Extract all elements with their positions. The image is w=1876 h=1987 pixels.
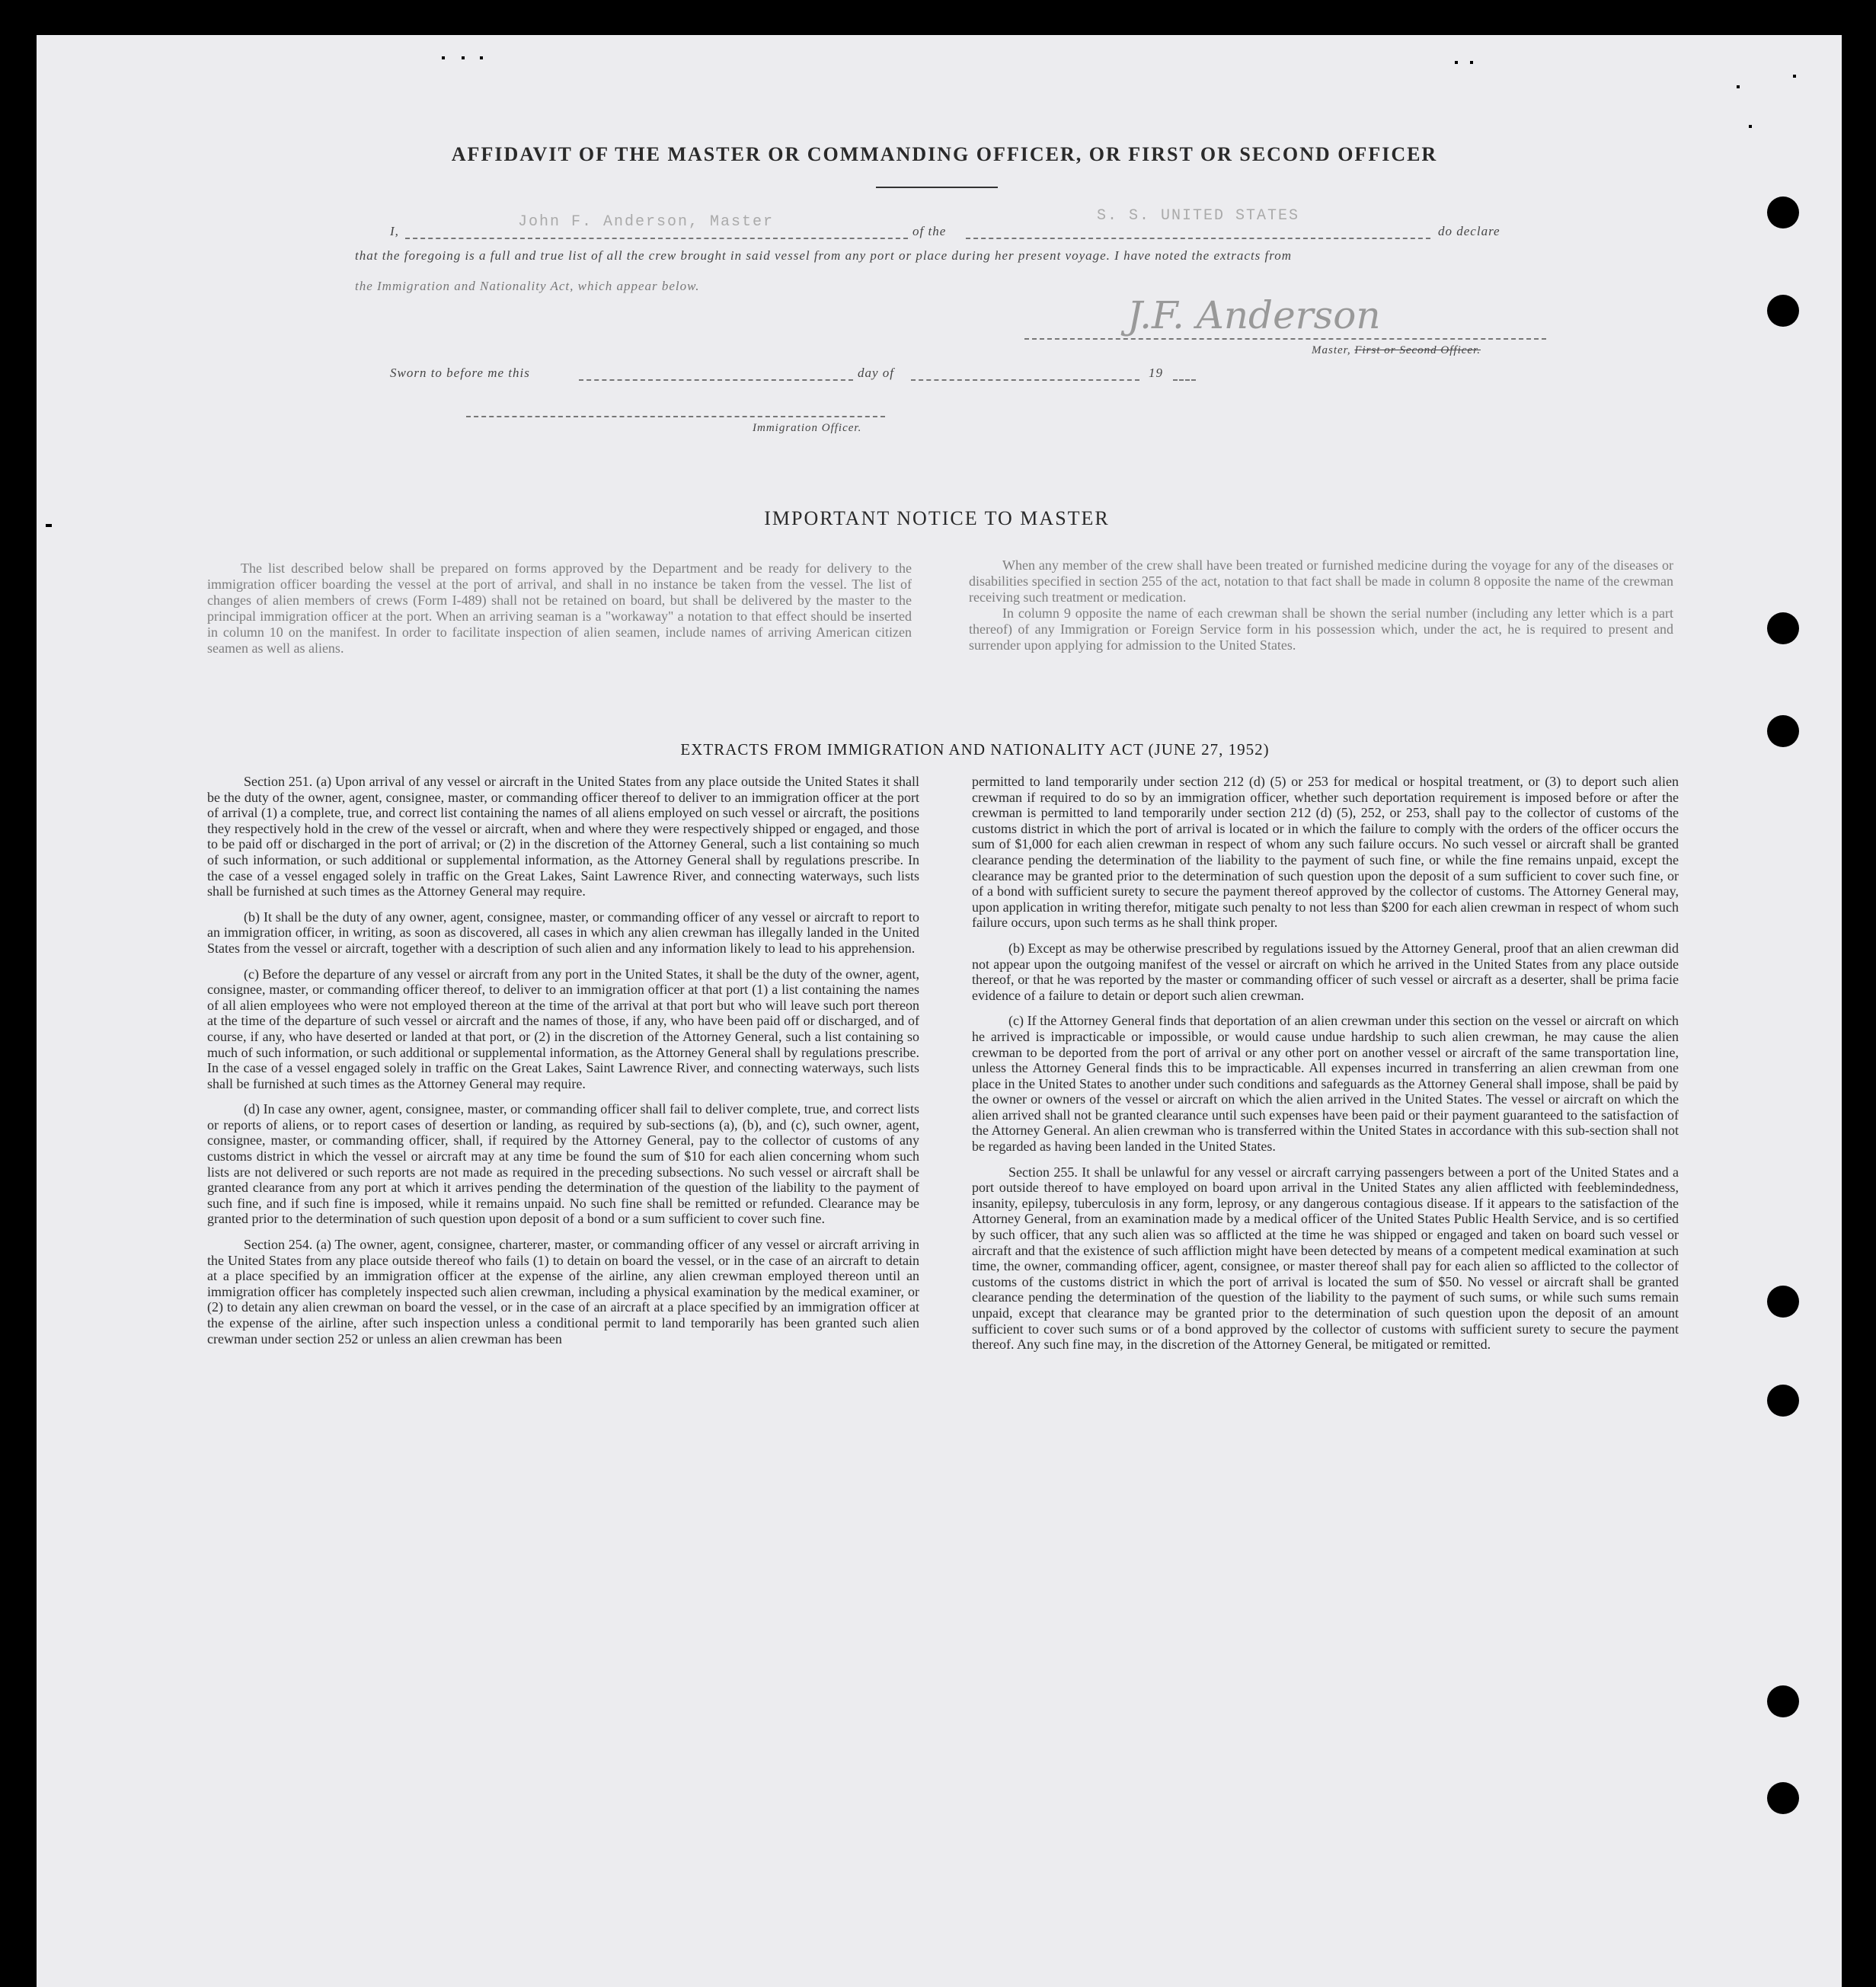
sworn-month-line	[911, 379, 1139, 381]
section-254-a-cont: permitted to land temporarily under section 212 (d) (5) or 253 for medical or hospital treatment, or (3) to deport such alien crewman if required to do so by an immigration officer, whether such deportation requirement is imposed before or after the crewman is permitted to land temporarily under section 212 (d) (5), 252, or 253, shall pay to the collector of customs of the customs district in which the port of arrival is located or in which the failure to comply with the orders of the officer occurs the sum of $1,000 for each alien crewman in respect of whom any such failure occurs. No such vessel or aircraft shall be granted clearance pending the determination of the liability to the payment of such fine, or while the fine remains unpaid, except the clearance may be granted prior to the determination of such question upon the deposit of a sum sufficient to cover such fine, or of a bond with sufficient surety to secure the payment thereof approved by the collector of customs. The Attorney General may, upon application in writing therefor, mitigate such penalty to not less than $200 for each alien crewman in respect of whom such failure occurs, upon such terms as he shall think proper.	[972, 774, 1679, 931]
name-field-line	[405, 238, 908, 239]
section-251-b: (b) It shall be the duty of any owner, agent, consignee, master, or commanding officer of any vessel or aircraft to report to an immigration officer, in writing, as soon as discovered, all cases in which any alien crewman has illegally landed in the United States from the vessel or aircraft, together with a description of such alien and any information likely to lead to his apprehension.	[207, 909, 919, 956]
vessel-field-line	[966, 238, 1430, 239]
signature-line	[1024, 338, 1546, 340]
notice-right-p2: In column 9 opposite the name of each crewman shall be shown the serial number (including any letter which is a part thereof) of any Immigration or Foreign Service form in his possession which, under the act, he is required to present and surrender upon applying for admission to the United States.	[969, 605, 1673, 653]
extracts-right-column	[972, 774, 1679, 1362]
punch-hole	[1767, 295, 1799, 327]
punch-hole	[1767, 1782, 1799, 1814]
signature-caption-master: Master,	[1312, 344, 1355, 356]
section-251-c: (c) Before the departure of any vessel or aircraft from any port in the United States, it shall be the duty of the owner, agent, consignee, master, or commanding officer thereof, to deliver to an immigration officer at that port (1) a list containing the names of all alien employees who were not employed thereon at the time of the arrival at that port but who will leave such port thereon at the time of the departure of such vessel or aircraft and the names of those, if any, who have been paid off or discharged, and of course, if any, who have deserted or landed at that port, or (2) in the discretion of the Attorney General, such a list containing so much of such information, or such additional or supplemental information, as the Attorney General shall by regulations prescribe. In the case of a vessel engaged solely in traffic on the Great Lakes, Saint Lawrence River, and connecting waterways, such lists shall be furnished at such times as the Attorney General may require.	[207, 966, 919, 1091]
notice-left-text: The list described below shall be prepared on forms approved by the Department and be ready for delivery to the immigration officer boarding the vessel at the port of arrival, and shall in no instance be taken from the vessel. The list of changes of alien members of crews (Form I-489) shall not be retained on board, but shall be delivered by the master to the principal immigration officer at the port. When an arriving seaman is a "workaway" a notation to that effect should be inserted in column 10 on the manifest. In order to facilitate inspection of alien seamen, include names of arriving American citizen seamen as well as aliens.	[207, 561, 912, 656]
scan-speck	[1749, 125, 1752, 128]
scan-speck	[442, 56, 445, 59]
section-254-c: (c) If the Attorney General finds that deportation of an alien crewman under this section on the vessel or aircraft on which he arrived is impracticable or impossible, or would cause undue hardship to such alien crewman, he may cause the alien crewman to be deported from the port of arrival or any other port on another vessel or aircraft of the same transportation line, unless the Attorney General finds this to be impracticable. All expenses incurred in transferring an alien crewman from one place in the United States to another under such conditions and safeguards as the Attorney General shall impose, shall be paid by the owner or owners of the vessel or aircraft on which the alien arrived in the United States. The vessel or aircraft on which the alien arrived shall not be granted clearance until such expenses have been paid or their payment guaranteed to the satisfaction of the Attorney General. An alien crewman who is transferred within the United States in accordance with this sub-section shall not be regarded as having been landed in the United States.	[972, 1013, 1679, 1155]
signature-caption-struck: First or Second Officer.	[1354, 344, 1481, 356]
sworn-year-line	[1173, 379, 1196, 381]
line1-middle: of the	[912, 224, 947, 238]
scan-speck	[1455, 61, 1458, 64]
scan-speck	[462, 56, 465, 59]
extracts-title: EXTRACTS FROM IMMIGRATION AND NATIONALITY ACT (JUNE 27, 1952)	[680, 740, 1270, 759]
sworn-year: 19	[1149, 366, 1163, 380]
typed-vessel: S. S. UNITED STATES	[1097, 207, 1300, 225]
section-251-d: (d) In case any owner, agent, consignee, master, or commanding officer shall fail to deliver complete, true, and correct lists or reports of aliens, or to report cases of desertion or landing, as required by sub-sections (a), (b), and (c), such owner, agent, consignee, master, or commanding officer, shall, if required by the Attorney General, pay to the collector of customs of any customs district in which the vessel or aircraft may at any time be found the sum of $10 for each alien concerning whom such lists are not delivered or such reports are not made as required in the preceding subsections. No such vessel or aircraft shall be granted clearance from any port at which it arrives pending the determination of the question of the liability to the payment of such fine, and if such fine is imposed, while it remains unpaid. No such fine shall be remitted or refunded. Clearance may be granted prior to the determination of such question upon deposit of a bond or a sum sufficient to cover such fine.	[207, 1101, 919, 1227]
punch-hole	[1767, 196, 1799, 228]
scan-speck	[480, 56, 483, 59]
punch-hole	[1767, 715, 1799, 747]
notice-right-text	[969, 557, 1673, 653]
title-rule	[876, 187, 998, 188]
scan-speck	[1793, 75, 1796, 78]
line1-suffix: do declare	[1438, 224, 1500, 238]
master-signature: J.F. Anderson	[1127, 293, 1381, 337]
scan-speck	[1470, 61, 1473, 64]
punch-hole	[1767, 1685, 1799, 1717]
notice-title: IMPORTANT NOTICE TO MASTER	[764, 507, 1110, 529]
officer-caption: Immigration Officer.	[753, 422, 862, 434]
punch-hole	[1767, 1286, 1799, 1318]
extracts-left-column	[207, 774, 919, 1356]
punch-hole	[1767, 1385, 1799, 1417]
section-251-a: Section 251. (a) Upon arrival of any vessel or aircraft in the United States from any place outside the United States it shall be the duty of the owner, agent, consignee, master, or commanding officer thereof to deliver to an immigration officer at the port of arrival (1) a complete, true, and correct list containing the names of all aliens employed on such vessel or aircraft, the positions they respectively hold in the crew of the vessel or aircraft, when and where they were respectively shipped or engaged, and those to be paid off or discharged in the port of arrival; or (2) in the discretion of the Attorney General, such a list containing so much of such information, or such additional or supplemental information, as the Attorney General shall by regulations prescribe. In the case of a vessel engaged solely in traffic on the Great Lakes, Saint Lawrence River, and connecting waterways, such lists shall be furnished at such times as the Attorney General may require.	[207, 774, 919, 899]
section-255: Section 255. It shall be unlawful for any vessel or aircraft carrying passengers between a port of the United States and a port outside thereof to have employed on board upon arrival in the United States any alien afflicted with feeblemindedness, insanity, epilepsy, tuberculosis in any form, leprosy, or any dangerous contagious disease. If it appears to the satisfaction of the Attorney General, from an examination made by a medical officer of the United States Public Health Service, and is so certified by such officer, that any such alien was so afflicted at the time he was shipped or engaged and taken on board such vessel or aircraft and that the existence of such affliction might have been detected by means of a competent medical examination at such time, the owner, commanding officer, agent, consignee, or master thereof shall pay for each alien so afflicted to the collector of customs of the customs district in which the port of arrival is located the sum of $50. No vessel or aircraft shall be granted clearance pending the determination of the question of the liability to the payment of such sums, or while such sums remain unpaid, except that clearance may be granted prior to the determination of such question upon the deposit of an amount sufficient to cover such sums or of a bond approved by the collector of customs with sufficient surety to secure the payment thereof. Any such fine may, in the discretion of the Attorney General, be mitigated or remitted.	[972, 1164, 1679, 1353]
sworn-middle: day of	[858, 366, 895, 380]
scan-speck	[46, 524, 52, 527]
declaration-line3: the Immigration and Nationality Act, which appear below.	[355, 279, 700, 293]
section-254-b: (b) Except as may be otherwise prescribed by regulations issued by the Attorney General, proof that an alien crewman did not appear upon the outgoing manifest of the vessel or aircraft on which he arrived in the United States from any place outside thereof, or that he was reported by the master or commanding officer of such vessel or aircraft as a deserter, shall be prima facie evidence of a failure to detain or deport such alien crewman.	[972, 940, 1679, 1003]
affidavit-title: AFFIDAVIT OF THE MASTER OR COMMANDING OFFICER, OR FIRST OR SECOND OFFICER	[451, 143, 1438, 165]
signature-caption	[1312, 344, 1481, 357]
officer-signature-line	[466, 416, 885, 417]
punch-hole	[1767, 612, 1799, 644]
line1-prefix: I,	[390, 224, 399, 238]
typed-name: John F. Anderson, Master	[518, 213, 775, 231]
scan-speck	[1737, 85, 1740, 88]
sworn-prefix: Sworn to before me this	[390, 366, 530, 380]
section-254-a: Section 254. (a) The owner, agent, consignee, charterer, master, or commanding officer of any vessel or aircraft arriving in the United States from any place outside thereof who fails (1) to detain on board the vessel, or in the case of an aircraft to detain at a place specified by an immigration officer at the expense of the airline, any alien crewman employed thereon until an immigration officer has completely inspected such alien crewman, including a physical examination by the medical examiner, or (2) to detain any alien crewman on board the vessel, or in the case of an aircraft at a place specified by an immigration officer at the expense of the airline, after such inspection unless a conditional permit to land temporarily has been granted such alien crewman under section 252 or unless an alien crewman has been	[207, 1237, 919, 1346]
sworn-day-line	[579, 379, 853, 381]
notice-right-p1: When any member of the crew shall have been treated or furnished medicine during the voyage for any of the diseases or disabilities specified in section 255 of the act, notation to that fact shall be made in column 8 opposite the name of the crewman receiving such treatment or medication.	[969, 557, 1673, 605]
declaration-line2: that the foregoing is a full and true list of all the crew brought in said vessel from any port or place during her present voyage. I have noted the extracts from	[355, 248, 1293, 263]
